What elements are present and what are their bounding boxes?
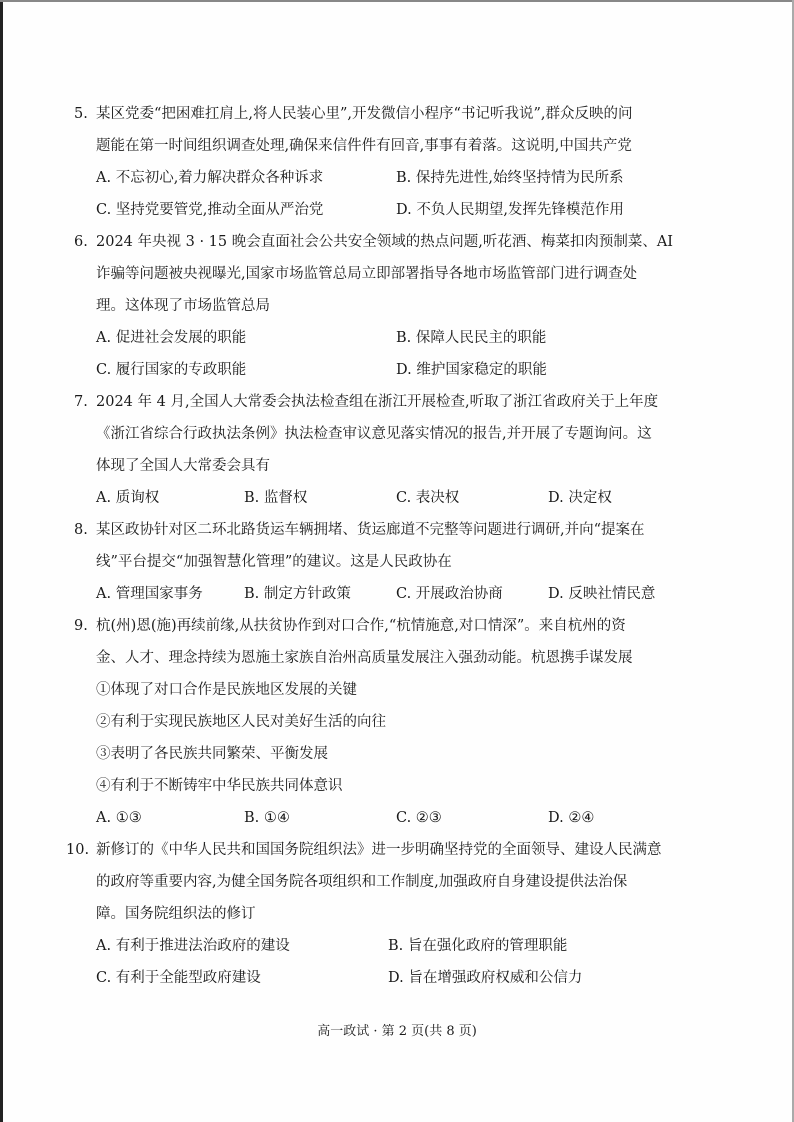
question-stem-line: 9. 杭(州)恩(施)再续前缘,从扶贫协作到对口合作,“杭情施意,对口情深”。来自杭州的资 [74, 610, 716, 642]
options-row [96, 482, 716, 514]
option-d[interactable]: D. 反映社情民意 [548, 586, 656, 602]
question-stem-line: 10. 新修订的《中华人民共和国国务院组织法》进一步明确坚持党的全面领导、建设人民满意 [66, 834, 716, 866]
option-b[interactable]: B. 制定方针政策 [244, 586, 351, 602]
option-d[interactable]: D. 决定权 [548, 490, 612, 506]
statement-3: ③表明了各民族共同繁荣、平衡发展 [96, 746, 328, 762]
option-c[interactable]: C. 有利于全能型政府建设 [96, 970, 261, 986]
option-a[interactable]: A. 质询权 [96, 490, 160, 506]
option-c[interactable]: C. 坚持党要管党,推动全面从严治党 [96, 202, 324, 218]
options-row [96, 930, 716, 962]
option-d[interactable]: D. 旨在增强政府权威和公信力 [388, 970, 583, 986]
statement-4: ④有利于不断铸牢中华民族共同体意识 [96, 778, 343, 794]
option-c[interactable]: C. ②③ [396, 810, 442, 826]
options-row [96, 322, 716, 354]
option-d[interactable]: D. ②④ [548, 810, 595, 826]
options-row [96, 354, 716, 386]
question-stem-line: 线”平台提交“加强智慧化管理”的建议。这是人民政协在 [96, 554, 452, 570]
option-b[interactable]: B. 监督权 [244, 490, 308, 506]
question-stem-line: 金、人才、理念持续为恩施土家族自治州高质量发展注入强劲动能。杭恩携手谋发展 [96, 650, 633, 666]
options-row [96, 802, 716, 834]
question-10 [66, 834, 716, 994]
statement-1: ①体现了对口合作是民族地区发展的关键 [96, 682, 357, 698]
option-a[interactable]: A. 不忘初心,着力解决群众各种诉求 [96, 170, 324, 186]
question-number: 9. [74, 618, 88, 634]
options-row [96, 194, 716, 226]
page-footer: 高一政试 · 第 2 页(共 8 页) [317, 1024, 477, 1039]
scan-edge-left [0, 0, 3, 1122]
options-row [96, 962, 716, 994]
option-a[interactable]: A. 促进社会发展的职能 [96, 330, 247, 346]
question-number: 6. [74, 234, 88, 250]
question-stem-line: 《浙江省综合行政执法条例》执法检查审议意见落实情况的报告,并开展了专题询问。这 [96, 426, 652, 442]
question-9 [74, 610, 716, 834]
option-d[interactable]: D. 不负人民期望,发挥先锋模范作用 [396, 202, 624, 218]
option-b[interactable]: B. 旨在强化政府的管理职能 [388, 938, 568, 954]
option-a[interactable]: A. 管理国家事务 [96, 586, 203, 602]
question-7 [74, 386, 716, 514]
scan-edge-top [0, 0, 794, 2]
question-number: 10. [66, 842, 90, 858]
question-stem-line: 的政府等重要内容,为健全国务院各项组织和工作制度,加强政府自身建设提供法治保 [96, 874, 628, 890]
question-number: 5. [74, 106, 88, 122]
question-stem-line: 8. 某区政协针对区二环北路货运车辆拥堵、货运廊道不完整等问题进行调研,并向“提案在 [74, 514, 716, 546]
question-number: 7. [74, 394, 88, 410]
options-row [96, 162, 716, 194]
option-c[interactable]: C. 履行国家的专政职能 [96, 362, 247, 378]
question-stem-line: 7. 2024 年 4 月,全国人大常委会执法检查组在浙江开展检查,听取了浙江省政府关于上年度 [74, 386, 716, 418]
question-8 [74, 514, 716, 610]
option-c[interactable]: C. 开展政治协商 [396, 586, 503, 602]
option-a[interactable]: A. 有利于推进法治政府的建设 [96, 938, 290, 954]
question-stem-line: 诈骗等问题被央视曝光,国家市场监管总局立即部署指导各地市场监管部门进行调查处 [96, 266, 638, 282]
question-5 [74, 98, 716, 226]
option-c[interactable]: C. 表决权 [396, 490, 460, 506]
question-stem-line: 理。这体现了市场监管总局 [96, 298, 270, 314]
question-6 [74, 226, 716, 386]
option-d[interactable]: D. 维护国家稳定的职能 [396, 362, 547, 378]
question-stem-line: 障。国务院组织法的修订 [96, 906, 256, 922]
option-b[interactable]: B. 保障人民民主的职能 [396, 330, 547, 346]
option-a[interactable]: A. ①③ [96, 810, 142, 826]
option-b[interactable]: B. ①④ [244, 810, 290, 826]
question-stem-line: 题能在第一时间组织调查处理,确保来信件件有回音,事事有着落。这说明,中国共产党 [96, 138, 632, 154]
question-stem-line: 6. 2024 年央视 3 · 15 晚会直面社会公共安全领域的热点问题,听花酒、梅菜扣肉预制菜、AI [74, 226, 716, 258]
options-row [96, 578, 716, 610]
question-stem-line: 5. 某区党委“把困难扛肩上,将人民装心里”,开发微信小程序“书记听我说”,群众反映的问 [74, 98, 716, 130]
statement-2: ②有利于实现民族地区人民对美好生活的向往 [96, 714, 386, 730]
question-stem-line: 体现了全国人大常委会具有 [96, 458, 270, 474]
option-b[interactable]: B. 保持先进性,始终坚持情为民所系 [396, 170, 624, 186]
question-number: 8. [74, 522, 88, 538]
